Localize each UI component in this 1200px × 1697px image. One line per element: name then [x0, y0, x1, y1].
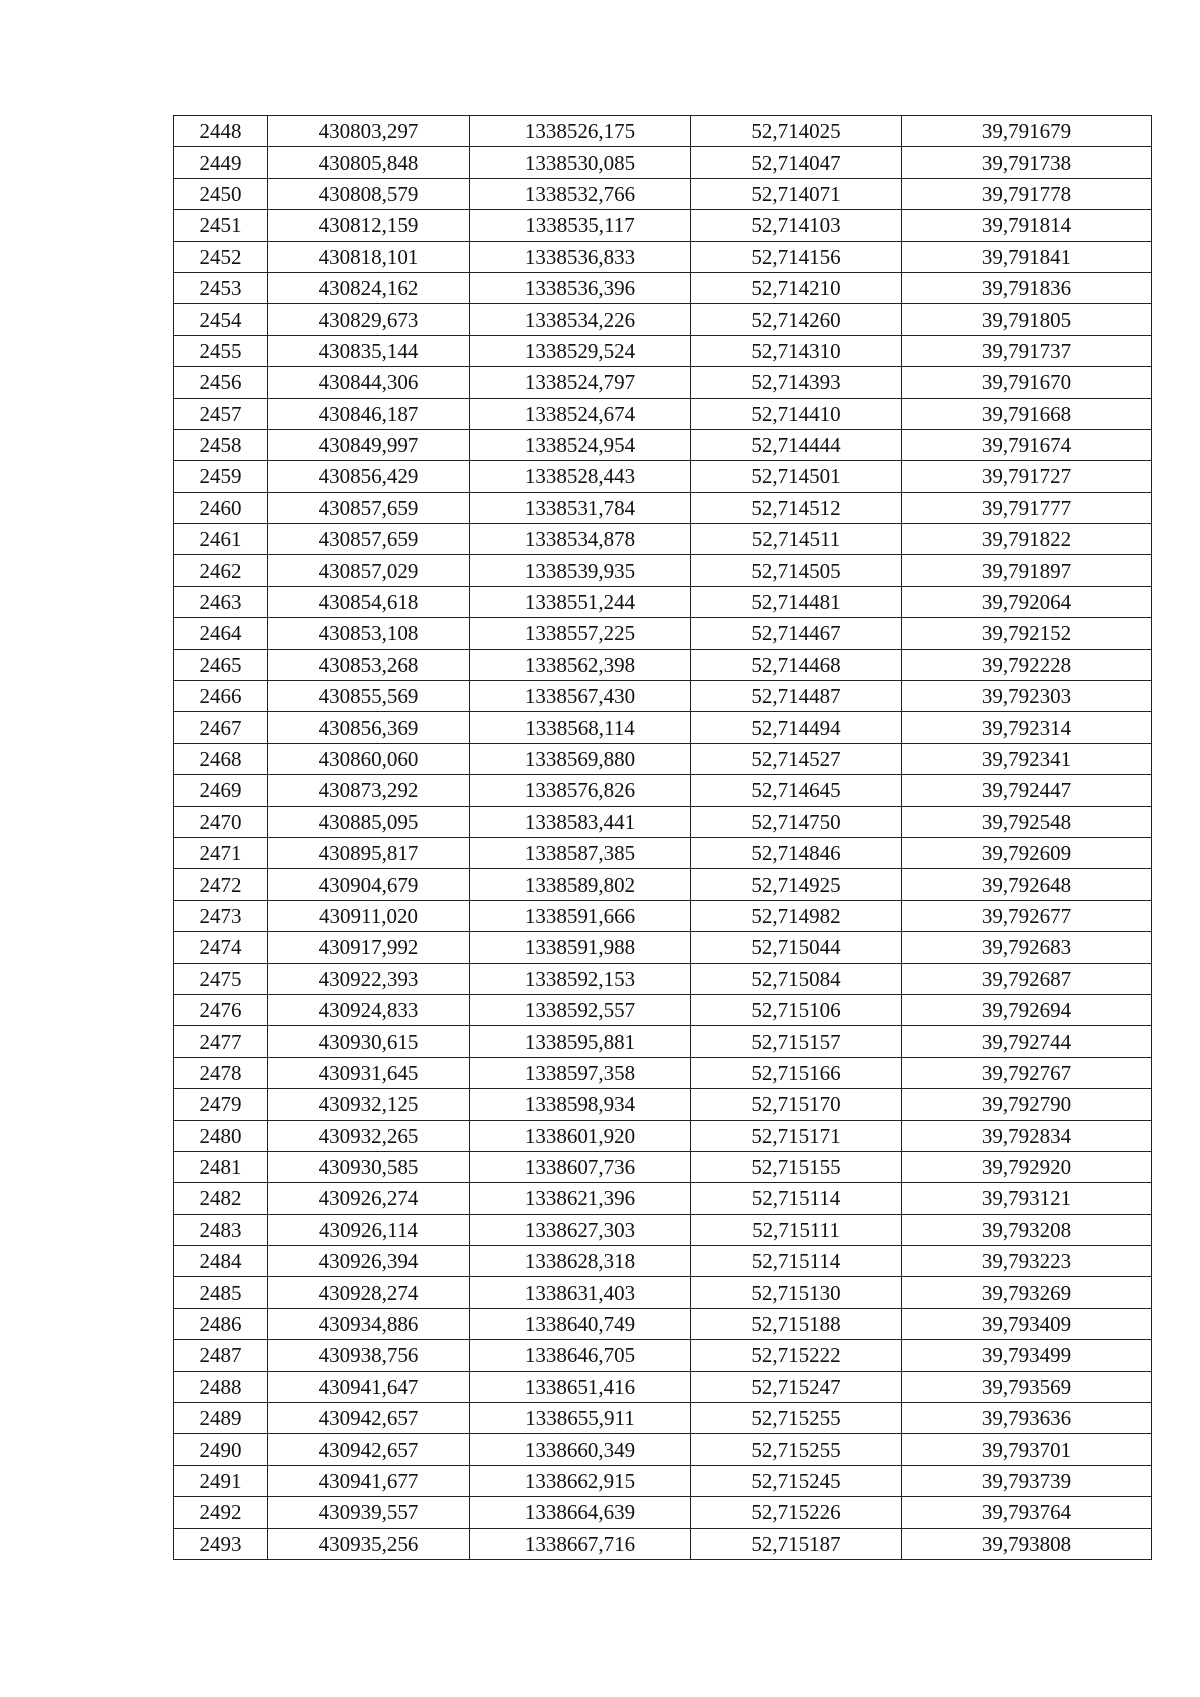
- y-coordinate-cell: 1338526,175: [470, 116, 691, 147]
- table-row: [174, 1026, 1152, 1057]
- point-number-cell: 2473: [174, 900, 268, 931]
- x-coordinate-cell: 430846,187: [268, 398, 470, 429]
- table-row: [174, 618, 1152, 649]
- longitude-cell: 39,791814: [902, 210, 1152, 241]
- table-row: [174, 586, 1152, 617]
- point-number-cell: 2490: [174, 1434, 268, 1465]
- x-coordinate-cell: 430844,306: [268, 367, 470, 398]
- y-coordinate-cell: 1338631,403: [470, 1277, 691, 1308]
- longitude-cell: 39,792314: [902, 712, 1152, 743]
- x-coordinate-cell: 430942,657: [268, 1403, 470, 1434]
- y-coordinate-cell: 1338562,398: [470, 649, 691, 680]
- point-number-cell: 2471: [174, 837, 268, 868]
- latitude-cell: 52,714393: [691, 367, 902, 398]
- y-coordinate-cell: 1338640,749: [470, 1308, 691, 1339]
- y-coordinate-cell: 1338607,736: [470, 1151, 691, 1182]
- latitude-cell: 52,714444: [691, 429, 902, 460]
- table-row: [174, 932, 1152, 963]
- x-coordinate-cell: 430873,292: [268, 775, 470, 806]
- point-number-cell: 2479: [174, 1089, 268, 1120]
- x-coordinate-cell: 430808,579: [268, 178, 470, 209]
- point-number-cell: 2456: [174, 367, 268, 398]
- latitude-cell: 52,715171: [691, 1120, 902, 1151]
- longitude-cell: 39,793208: [902, 1214, 1152, 1245]
- x-coordinate-cell: 430938,756: [268, 1340, 470, 1371]
- y-coordinate-cell: 1338667,716: [470, 1528, 691, 1559]
- x-coordinate-cell: 430805,848: [268, 147, 470, 178]
- x-coordinate-cell: 430856,429: [268, 461, 470, 492]
- point-number-cell: 2480: [174, 1120, 268, 1151]
- longitude-cell: 39,791778: [902, 178, 1152, 209]
- latitude-cell: 52,715155: [691, 1151, 902, 1182]
- x-coordinate-cell: 430857,659: [268, 492, 470, 523]
- latitude-cell: 52,715247: [691, 1371, 902, 1402]
- table-row: [174, 1057, 1152, 1088]
- x-coordinate-cell: 430922,393: [268, 963, 470, 994]
- point-number-cell: 2453: [174, 272, 268, 303]
- latitude-cell: 52,715166: [691, 1057, 902, 1088]
- x-coordinate-cell: 430932,125: [268, 1089, 470, 1120]
- table-row: [174, 461, 1152, 492]
- longitude-cell: 39,792341: [902, 743, 1152, 774]
- point-number-cell: 2469: [174, 775, 268, 806]
- longitude-cell: 39,792790: [902, 1089, 1152, 1120]
- table-row: [174, 1434, 1152, 1465]
- latitude-cell: 52,714487: [691, 681, 902, 712]
- y-coordinate-cell: 1338535,117: [470, 210, 691, 241]
- point-number-cell: 2486: [174, 1308, 268, 1339]
- y-coordinate-cell: 1338534,226: [470, 304, 691, 335]
- longitude-cell: 39,793409: [902, 1308, 1152, 1339]
- latitude-cell: 52,714846: [691, 837, 902, 868]
- latitude-cell: 52,714494: [691, 712, 902, 743]
- point-number-cell: 2489: [174, 1403, 268, 1434]
- point-number-cell: 2459: [174, 461, 268, 492]
- y-coordinate-cell: 1338551,244: [470, 586, 691, 617]
- y-coordinate-cell: 1338591,666: [470, 900, 691, 931]
- latitude-cell: 52,714750: [691, 806, 902, 837]
- latitude-cell: 52,714511: [691, 524, 902, 555]
- latitude-cell: 52,714527: [691, 743, 902, 774]
- point-number-cell: 2462: [174, 555, 268, 586]
- y-coordinate-cell: 1338530,085: [470, 147, 691, 178]
- longitude-cell: 39,792064: [902, 586, 1152, 617]
- table-row: [174, 1497, 1152, 1528]
- point-number-cell: 2464: [174, 618, 268, 649]
- latitude-cell: 52,714410: [691, 398, 902, 429]
- longitude-cell: 39,793808: [902, 1528, 1152, 1559]
- y-coordinate-cell: 1338557,225: [470, 618, 691, 649]
- point-number-cell: 2468: [174, 743, 268, 774]
- longitude-cell: 39,792687: [902, 963, 1152, 994]
- y-coordinate-cell: 1338536,396: [470, 272, 691, 303]
- y-coordinate-cell: 1338664,639: [470, 1497, 691, 1528]
- point-number-cell: 2483: [174, 1214, 268, 1245]
- longitude-cell: 39,792677: [902, 900, 1152, 931]
- latitude-cell: 52,714501: [691, 461, 902, 492]
- longitude-cell: 39,792683: [902, 932, 1152, 963]
- x-coordinate-cell: 430803,297: [268, 116, 470, 147]
- y-coordinate-cell: 1338587,385: [470, 837, 691, 868]
- point-number-cell: 2454: [174, 304, 268, 335]
- table-row: [174, 272, 1152, 303]
- point-number-cell: 2491: [174, 1465, 268, 1496]
- latitude-cell: 52,715255: [691, 1434, 902, 1465]
- longitude-cell: 39,792648: [902, 869, 1152, 900]
- point-number-cell: 2484: [174, 1246, 268, 1277]
- latitude-cell: 52,715111: [691, 1214, 902, 1245]
- table-row: [174, 806, 1152, 837]
- point-number-cell: 2475: [174, 963, 268, 994]
- y-coordinate-cell: 1338655,911: [470, 1403, 691, 1434]
- table-row: [174, 1246, 1152, 1277]
- longitude-cell: 39,792447: [902, 775, 1152, 806]
- latitude-cell: 52,715188: [691, 1308, 902, 1339]
- latitude-cell: 52,714481: [691, 586, 902, 617]
- latitude-cell: 52,714982: [691, 900, 902, 931]
- table-row: [174, 1308, 1152, 1339]
- longitude-cell: 39,793223: [902, 1246, 1152, 1277]
- longitude-cell: 39,793569: [902, 1371, 1152, 1402]
- longitude-cell: 39,791737: [902, 335, 1152, 366]
- y-coordinate-cell: 1338528,443: [470, 461, 691, 492]
- point-number-cell: 2493: [174, 1528, 268, 1559]
- table-row: [174, 1151, 1152, 1182]
- latitude-cell: 52,714512: [691, 492, 902, 523]
- table-row: [174, 837, 1152, 868]
- table-row: [174, 178, 1152, 209]
- point-number-cell: 2458: [174, 429, 268, 460]
- longitude-cell: 39,792920: [902, 1151, 1152, 1182]
- table-row: [174, 210, 1152, 241]
- table-row: [174, 398, 1152, 429]
- longitude-cell: 39,791841: [902, 241, 1152, 272]
- longitude-cell: 39,791679: [902, 116, 1152, 147]
- table-row: [174, 1528, 1152, 1559]
- latitude-cell: 52,715106: [691, 994, 902, 1025]
- y-coordinate-cell: 1338592,557: [470, 994, 691, 1025]
- x-coordinate-cell: 430917,992: [268, 932, 470, 963]
- point-number-cell: 2492: [174, 1497, 268, 1528]
- point-number-cell: 2451: [174, 210, 268, 241]
- x-coordinate-cell: 430885,095: [268, 806, 470, 837]
- latitude-cell: 52,715245: [691, 1465, 902, 1496]
- x-coordinate-cell: 430849,997: [268, 429, 470, 460]
- point-number-cell: 2465: [174, 649, 268, 680]
- x-coordinate-cell: 430911,020: [268, 900, 470, 931]
- point-number-cell: 2457: [174, 398, 268, 429]
- x-coordinate-cell: 430926,274: [268, 1183, 470, 1214]
- latitude-cell: 52,714467: [691, 618, 902, 649]
- table-row: [174, 1465, 1152, 1496]
- y-coordinate-cell: 1338597,358: [470, 1057, 691, 1088]
- table-row: [174, 869, 1152, 900]
- x-coordinate-cell: 430939,557: [268, 1497, 470, 1528]
- y-coordinate-cell: 1338524,674: [470, 398, 691, 429]
- longitude-cell: 39,791822: [902, 524, 1152, 555]
- table-row: [174, 1089, 1152, 1120]
- y-coordinate-cell: 1338534,878: [470, 524, 691, 555]
- table-row: [174, 712, 1152, 743]
- table-row: [174, 492, 1152, 523]
- table-row: [174, 649, 1152, 680]
- x-coordinate-cell: 430904,679: [268, 869, 470, 900]
- x-coordinate-cell: 430941,677: [268, 1465, 470, 1496]
- point-number-cell: 2455: [174, 335, 268, 366]
- table-row: [174, 304, 1152, 335]
- y-coordinate-cell: 1338621,396: [470, 1183, 691, 1214]
- x-coordinate-cell: 430926,114: [268, 1214, 470, 1245]
- longitude-cell: 39,792767: [902, 1057, 1152, 1088]
- longitude-cell: 39,792694: [902, 994, 1152, 1025]
- longitude-cell: 39,793739: [902, 1465, 1152, 1496]
- table-row: [174, 1340, 1152, 1371]
- x-coordinate-cell: 430835,144: [268, 335, 470, 366]
- table-row: [174, 1371, 1152, 1402]
- table-row: [174, 367, 1152, 398]
- point-number-cell: 2463: [174, 586, 268, 617]
- x-coordinate-cell: 430853,108: [268, 618, 470, 649]
- point-number-cell: 2467: [174, 712, 268, 743]
- point-number-cell: 2488: [174, 1371, 268, 1402]
- point-number-cell: 2470: [174, 806, 268, 837]
- x-coordinate-cell: 430941,647: [268, 1371, 470, 1402]
- latitude-cell: 52,714468: [691, 649, 902, 680]
- x-coordinate-cell: 430924,833: [268, 994, 470, 1025]
- point-number-cell: 2481: [174, 1151, 268, 1182]
- y-coordinate-cell: 1338598,934: [470, 1089, 691, 1120]
- latitude-cell: 52,715170: [691, 1089, 902, 1120]
- longitude-cell: 39,792228: [902, 649, 1152, 680]
- table-row: [174, 900, 1152, 931]
- y-coordinate-cell: 1338568,114: [470, 712, 691, 743]
- table-row: [174, 335, 1152, 366]
- table-row: [174, 775, 1152, 806]
- x-coordinate-cell: 430930,615: [268, 1026, 470, 1057]
- latitude-cell: 52,715226: [691, 1497, 902, 1528]
- longitude-cell: 39,791674: [902, 429, 1152, 460]
- table-row: [174, 1214, 1152, 1245]
- y-coordinate-cell: 1338567,430: [470, 681, 691, 712]
- latitude-cell: 52,715187: [691, 1528, 902, 1559]
- x-coordinate-cell: 430942,657: [268, 1434, 470, 1465]
- table-row: [174, 116, 1152, 147]
- longitude-cell: 39,791805: [902, 304, 1152, 335]
- x-coordinate-cell: 430853,268: [268, 649, 470, 680]
- table-row: [174, 555, 1152, 586]
- longitude-cell: 39,791727: [902, 461, 1152, 492]
- y-coordinate-cell: 1338569,880: [470, 743, 691, 774]
- table-row: [174, 1277, 1152, 1308]
- y-coordinate-cell: 1338532,766: [470, 178, 691, 209]
- latitude-cell: 52,714925: [691, 869, 902, 900]
- table-row: [174, 241, 1152, 272]
- x-coordinate-cell: 430895,817: [268, 837, 470, 868]
- x-coordinate-cell: 430829,673: [268, 304, 470, 335]
- y-coordinate-cell: 1338524,797: [470, 367, 691, 398]
- latitude-cell: 52,714047: [691, 147, 902, 178]
- x-coordinate-cell: 430855,569: [268, 681, 470, 712]
- longitude-cell: 39,793121: [902, 1183, 1152, 1214]
- point-number-cell: 2485: [174, 1277, 268, 1308]
- x-coordinate-cell: 430934,886: [268, 1308, 470, 1339]
- y-coordinate-cell: 1338627,303: [470, 1214, 691, 1245]
- x-coordinate-cell: 430935,256: [268, 1528, 470, 1559]
- point-number-cell: 2460: [174, 492, 268, 523]
- table-row: [174, 429, 1152, 460]
- point-number-cell: 2478: [174, 1057, 268, 1088]
- longitude-cell: 39,791777: [902, 492, 1152, 523]
- y-coordinate-cell: 1338660,349: [470, 1434, 691, 1465]
- point-number-cell: 2487: [174, 1340, 268, 1371]
- coordinates-table-body: [174, 116, 1152, 1560]
- table-row: [174, 524, 1152, 555]
- latitude-cell: 52,715114: [691, 1183, 902, 1214]
- x-coordinate-cell: 430931,645: [268, 1057, 470, 1088]
- point-number-cell: 2450: [174, 178, 268, 209]
- y-coordinate-cell: 1338628,318: [470, 1246, 691, 1277]
- y-coordinate-cell: 1338539,935: [470, 555, 691, 586]
- latitude-cell: 52,714260: [691, 304, 902, 335]
- x-coordinate-cell: 430930,585: [268, 1151, 470, 1182]
- longitude-cell: 39,792303: [902, 681, 1152, 712]
- latitude-cell: 52,714210: [691, 272, 902, 303]
- y-coordinate-cell: 1338651,416: [470, 1371, 691, 1402]
- latitude-cell: 52,715084: [691, 963, 902, 994]
- x-coordinate-cell: 430926,394: [268, 1246, 470, 1277]
- latitude-cell: 52,715255: [691, 1403, 902, 1434]
- coordinates-table: [173, 115, 1152, 1560]
- longitude-cell: 39,791738: [902, 147, 1152, 178]
- longitude-cell: 39,792834: [902, 1120, 1152, 1151]
- latitude-cell: 52,714071: [691, 178, 902, 209]
- longitude-cell: 39,792152: [902, 618, 1152, 649]
- x-coordinate-cell: 430860,060: [268, 743, 470, 774]
- table-row: [174, 743, 1152, 774]
- y-coordinate-cell: 1338592,153: [470, 963, 691, 994]
- latitude-cell: 52,714505: [691, 555, 902, 586]
- x-coordinate-cell: 430854,618: [268, 586, 470, 617]
- x-coordinate-cell: 430857,029: [268, 555, 470, 586]
- x-coordinate-cell: 430824,162: [268, 272, 470, 303]
- x-coordinate-cell: 430856,369: [268, 712, 470, 743]
- point-number-cell: 2452: [174, 241, 268, 272]
- longitude-cell: 39,791668: [902, 398, 1152, 429]
- latitude-cell: 52,714310: [691, 335, 902, 366]
- point-number-cell: 2461: [174, 524, 268, 555]
- longitude-cell: 39,793701: [902, 1434, 1152, 1465]
- longitude-cell: 39,791670: [902, 367, 1152, 398]
- y-coordinate-cell: 1338531,784: [470, 492, 691, 523]
- latitude-cell: 52,714103: [691, 210, 902, 241]
- longitude-cell: 39,793499: [902, 1340, 1152, 1371]
- longitude-cell: 39,793269: [902, 1277, 1152, 1308]
- table-row: [174, 963, 1152, 994]
- longitude-cell: 39,791897: [902, 555, 1152, 586]
- x-coordinate-cell: 430818,101: [268, 241, 470, 272]
- y-coordinate-cell: 1338524,954: [470, 429, 691, 460]
- x-coordinate-cell: 430857,659: [268, 524, 470, 555]
- latitude-cell: 52,715157: [691, 1026, 902, 1057]
- y-coordinate-cell: 1338662,915: [470, 1465, 691, 1496]
- longitude-cell: 39,792609: [902, 837, 1152, 868]
- latitude-cell: 52,714645: [691, 775, 902, 806]
- table-row: [174, 147, 1152, 178]
- x-coordinate-cell: 430812,159: [268, 210, 470, 241]
- latitude-cell: 52,715114: [691, 1246, 902, 1277]
- x-coordinate-cell: 430932,265: [268, 1120, 470, 1151]
- y-coordinate-cell: 1338536,833: [470, 241, 691, 272]
- latitude-cell: 52,714025: [691, 116, 902, 147]
- x-coordinate-cell: 430928,274: [268, 1277, 470, 1308]
- longitude-cell: 39,793764: [902, 1497, 1152, 1528]
- table-row: [174, 1120, 1152, 1151]
- y-coordinate-cell: 1338529,524: [470, 335, 691, 366]
- longitude-cell: 39,791836: [902, 272, 1152, 303]
- point-number-cell: 2448: [174, 116, 268, 147]
- table-row: [174, 994, 1152, 1025]
- y-coordinate-cell: 1338589,802: [470, 869, 691, 900]
- longitude-cell: 39,793636: [902, 1403, 1152, 1434]
- point-number-cell: 2449: [174, 147, 268, 178]
- latitude-cell: 52,715130: [691, 1277, 902, 1308]
- table-row: [174, 1403, 1152, 1434]
- longitude-cell: 39,792548: [902, 806, 1152, 837]
- y-coordinate-cell: 1338601,920: [470, 1120, 691, 1151]
- point-number-cell: 2474: [174, 932, 268, 963]
- y-coordinate-cell: 1338646,705: [470, 1340, 691, 1371]
- latitude-cell: 52,715044: [691, 932, 902, 963]
- latitude-cell: 52,715222: [691, 1340, 902, 1371]
- y-coordinate-cell: 1338583,441: [470, 806, 691, 837]
- point-number-cell: 2482: [174, 1183, 268, 1214]
- longitude-cell: 39,792744: [902, 1026, 1152, 1057]
- point-number-cell: 2466: [174, 681, 268, 712]
- y-coordinate-cell: 1338591,988: [470, 932, 691, 963]
- point-number-cell: 2472: [174, 869, 268, 900]
- table-row: [174, 681, 1152, 712]
- point-number-cell: 2476: [174, 994, 268, 1025]
- point-number-cell: 2477: [174, 1026, 268, 1057]
- latitude-cell: 52,714156: [691, 241, 902, 272]
- table-row: [174, 1183, 1152, 1214]
- y-coordinate-cell: 1338595,881: [470, 1026, 691, 1057]
- y-coordinate-cell: 1338576,826: [470, 775, 691, 806]
